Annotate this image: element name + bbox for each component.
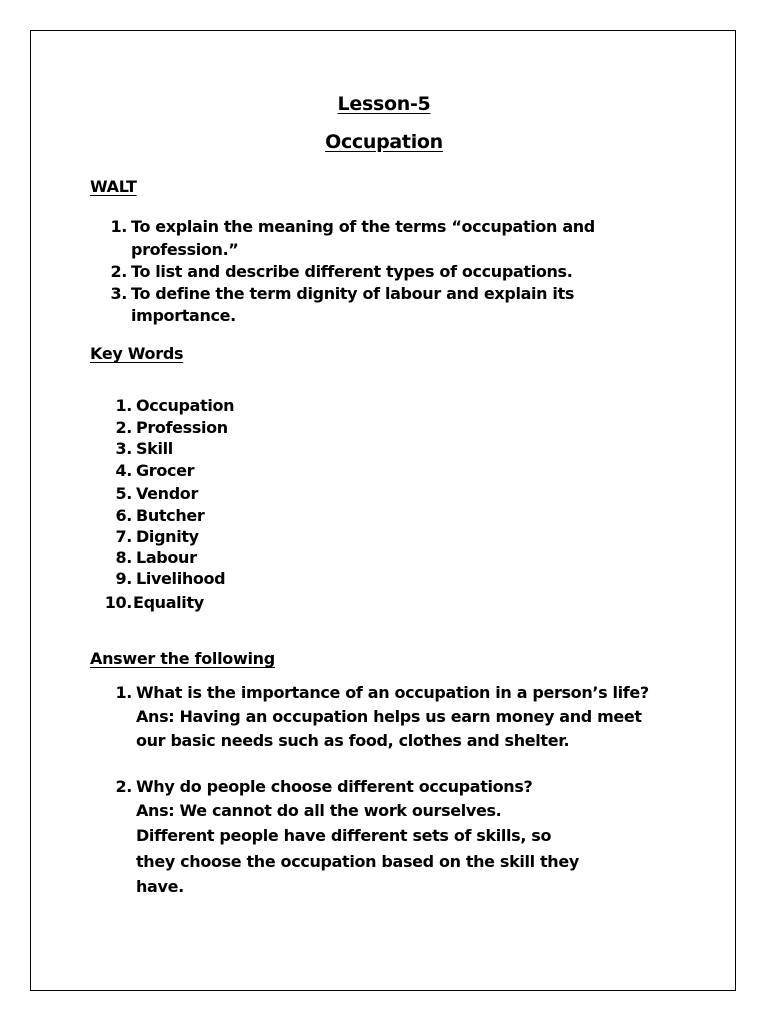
walt-heading: WALT	[90, 177, 137, 196]
walt-item-number: 1.	[110, 217, 127, 236]
key-word-number: 10.	[104, 593, 132, 612]
answer-line: they choose the occupation based on the skill they	[136, 852, 579, 871]
subject-title: Occupation	[325, 131, 443, 153]
key-word: Grocer	[136, 461, 195, 480]
key-word: Profession	[136, 418, 228, 437]
lesson-title: Lesson-5	[337, 93, 431, 115]
key-word-number: 3.	[115, 439, 132, 458]
walt-item-text: To define the term dignity of labour and explain its	[131, 284, 575, 303]
walt-item-number: 2.	[110, 262, 127, 281]
key-word: Butcher	[136, 506, 205, 525]
key-word: Livelihood	[136, 569, 226, 588]
key-word-number: 6.	[115, 506, 132, 525]
question-text: Why do people choose different occupations?	[136, 777, 533, 796]
answer-line: our basic needs such as food, clothes and shelter.	[136, 731, 570, 750]
key-word: Skill	[136, 439, 173, 458]
question-text: What is the importance of an occupation in a person’s life?	[136, 683, 649, 702]
answer-line: have.	[136, 877, 184, 896]
key-word: Labour	[136, 548, 197, 567]
key-word-number: 1.	[115, 396, 132, 415]
key-words-heading: Key Words	[90, 344, 184, 363]
key-word-number: 2.	[115, 418, 132, 437]
key-word-number: 4.	[115, 461, 132, 480]
walt-item-number: 3.	[110, 284, 127, 303]
key-word-number: 9.	[115, 569, 132, 588]
key-word: Equality	[133, 593, 204, 612]
key-word: Dignity	[136, 527, 199, 546]
answer-section-heading: Answer the following	[90, 649, 275, 668]
question-number: 1.	[115, 683, 132, 702]
key-word-number: 7.	[115, 527, 132, 546]
question-number: 2.	[115, 777, 132, 796]
walt-item-text: To list and describe different types of occupations.	[131, 262, 573, 281]
walt-item-text-continued: importance.	[131, 306, 236, 325]
answer-line: Different people have different sets of skills, so	[136, 826, 552, 845]
answer-line: Ans: Having an occupation helps us earn money and meet	[136, 707, 642, 726]
walt-item-text: To explain the meaning of the terms “occupation and	[131, 217, 595, 236]
key-word-number: 5.	[115, 484, 132, 503]
key-word: Vendor	[136, 484, 198, 503]
key-word-number: 8.	[115, 548, 132, 567]
answer-line: Ans: We cannot do all the work ourselves.	[136, 801, 502, 820]
walt-item-text-continued: profession.”	[131, 240, 239, 259]
key-word: Occupation	[136, 396, 235, 415]
